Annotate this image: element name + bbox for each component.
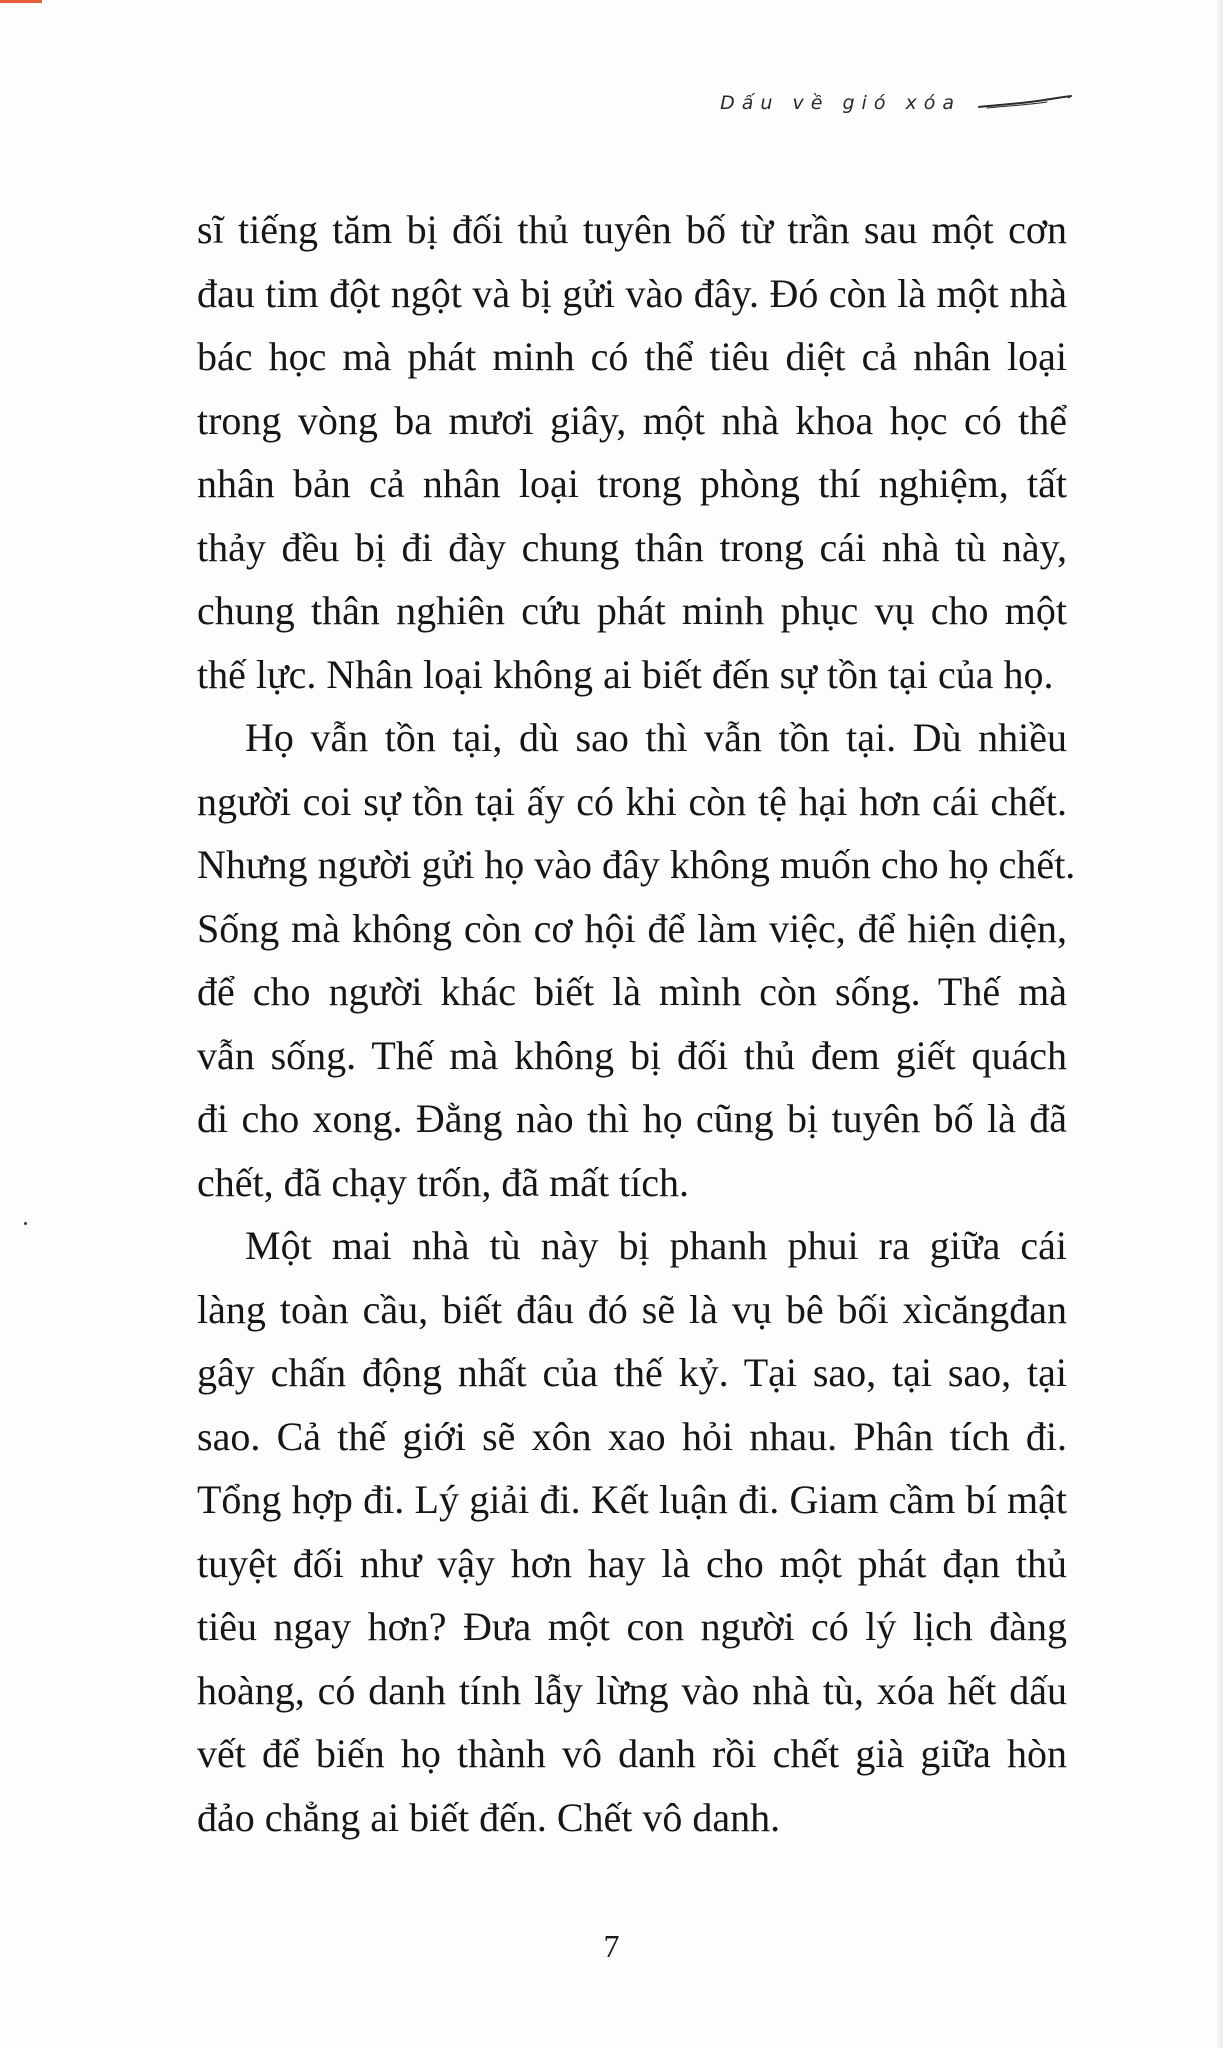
text-line: tuyệt đối như vậy hơn hay là cho một phát đạn thủ	[197, 1540, 1067, 1586]
text-line: vết để biến họ thành vô danh rồi chết già giữa hòn	[197, 1731, 1067, 1776]
page-corner-mark	[0, 0, 42, 3]
header-swash-ornament	[977, 95, 1073, 111]
paragraph-2	[197, 706, 1076, 1214]
running-header	[720, 92, 1073, 114]
text-line: sĩ tiếng tăm bị đối thủ tuyên bố từ trần sau một cơn	[197, 207, 1067, 252]
scan-speck	[24, 1222, 27, 1225]
paragraph-1	[197, 198, 1067, 706]
page-number: 7	[603, 1928, 620, 1964]
text-line: đảo chẳng ai biết đến. Chết vô danh.	[197, 1794, 781, 1840]
text-line: làng toàn cầu, biết đâu đó sẽ là vụ bê bối xìcăngđan	[197, 1286, 1067, 1332]
running-header-title: Dấu về gió xóa	[720, 92, 961, 114]
text-line: thế lực. Nhân loại không ai biết đến sự tồn tại của họ.	[197, 651, 1054, 697]
page-edge-shadow	[1215, 0, 1223, 2048]
text-line: hoàng, có danh tính lẫy lừng vào nhà tù, xóa hết dấu	[197, 1667, 1067, 1713]
text-line: Nhưng người gửi họ vào đây không muốn cho họ chết.	[197, 842, 1076, 887]
paragraph-3	[197, 1214, 1067, 1849]
text-line: trong vòng ba mươi giây, một nhà khoa học có thể	[197, 397, 1067, 443]
text-line: tiêu ngay hơn? Đưa một con người có lý lịch đàng	[197, 1604, 1067, 1649]
text-line: thảy đều bị đi đày chung thân trong cái nhà tù này,	[197, 524, 1067, 570]
text-line: Họ vẫn tồn tại, dù sao thì vẫn tồn tại. Dù nhiều	[245, 715, 1067, 760]
text-line: Tổng hợp đi. Lý giải đi. Kết luận đi. Giam cầm bí mật	[197, 1477, 1067, 1522]
text-line: nhân bản cả nhân loại trong phòng thí nghiệm, tất	[197, 461, 1067, 506]
text-line: người coi sự tồn tại ấy có khi còn tệ hại hơn cái chết.	[197, 778, 1067, 824]
body-text	[197, 198, 1076, 1849]
text-line: bác học mà phát minh có thể tiêu diệt cả nhân loại	[197, 334, 1067, 379]
text-line: sao. Cả thế giới sẽ xôn xao hỏi nhau. Phân tích đi.	[197, 1413, 1067, 1459]
text-line: gây chấn động nhất của thế kỷ. Tại sao, tại sao, tại	[197, 1350, 1067, 1395]
text-line: Một mai nhà tù này bị phanh phui ra giữa cái	[245, 1223, 1067, 1268]
text-line: đi cho xong. Đằng nào thì họ cũng bị tuyên bố là đã	[197, 1096, 1067, 1141]
text-line: để cho người khác biết là mình còn sống. Thế mà	[197, 969, 1067, 1014]
text-line: vẫn sống. Thế mà không bị đối thủ đem giết quách	[197, 1032, 1067, 1078]
text-line: Sống mà không còn cơ hội để làm việc, để hiện diện,	[197, 905, 1067, 951]
text-line: chung thân nghiên cứu phát minh phục vụ cho một	[197, 588, 1067, 633]
text-line: chết, đã chạy trốn, đã mất tích.	[197, 1159, 690, 1205]
text-line: đau tim đột ngột và bị gửi vào đây. Đó còn là một nhà	[197, 270, 1067, 316]
